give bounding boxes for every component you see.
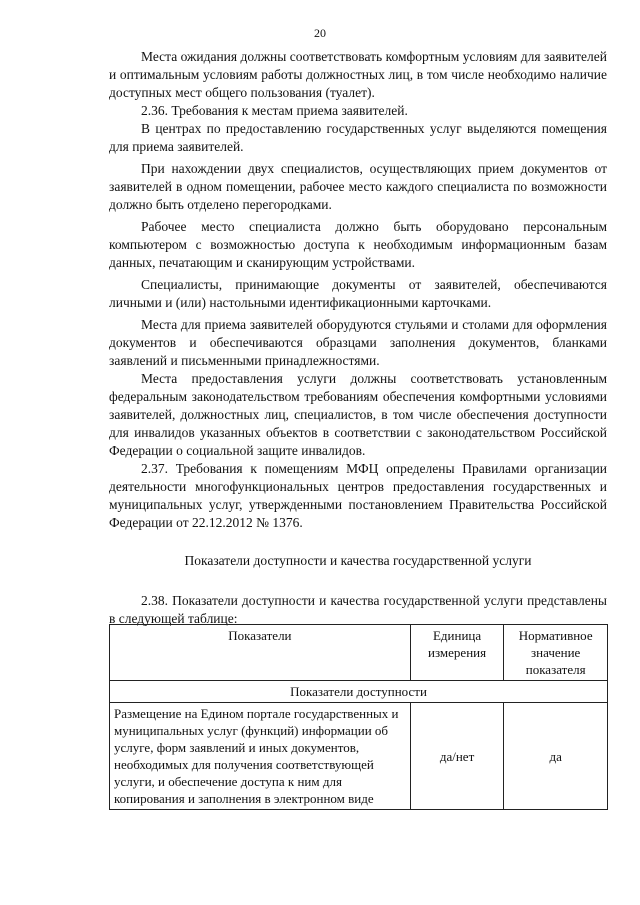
group-title-availability: Показатели доступности — [110, 681, 608, 703]
table-header-row — [110, 625, 608, 681]
paragraph: В центрах по предоставлению государственных услуг выделяются помещения для приема заявителей. — [109, 121, 607, 154]
column-header-indicators: Показатели — [110, 625, 411, 681]
paragraph: Рабочее место специалиста должно быть оборудовано персональным компьютером с возможностью доступа к необходимым информационным базам данных, печатающим и сканирующим устройствами. — [109, 219, 607, 270]
paragraph: 2.37. Требования к помещениям МФЦ определены Правилами организации деятельности многофункциональных центров предоставления государственных и муниципальных услуг, утвержденными постановлением Правительства Российской Федерации от 22.12.2012 № 1376. — [109, 461, 607, 530]
table-group-row — [110, 681, 608, 703]
document-body — [109, 48, 607, 628]
paragraph: Специалисты, принимающие документы от заявителей, обеспечиваются личными и (или) настольными идентификационными карточками. — [109, 277, 607, 310]
paragraph: При нахождении двух специалистов, осуществляющих прием документов от заявителей в одном помещении, рабочее место каждого специалиста по возможности должно быть отделено перегородками. — [109, 161, 607, 212]
cell-indicator: Размещение на Едином портале государственных и муниципальных услуг (функций) информации об услуге, форм заявлений и иных документов, необходимых для получения соответствующей услуги, и обеспечение доступа к ним для копирования и заполнения в электронном виде — [110, 703, 411, 810]
paragraph: Места для приема заявителей оборудуются стульями и столами для оформления документов и обеспечиваются образцами заполнения документов, бланками заявлений и письменными принадлежностями. — [109, 317, 607, 368]
page-number: 20 — [314, 26, 326, 40]
indicators-table — [109, 624, 608, 810]
column-header-unit: Единица измерения — [410, 625, 504, 681]
paragraph: Места предоставления услуги должны соответствовать установленным федеральным законодательством требованиям обеспечения комфортными условиями заявителей, должностных лиц, специалистов, в том числе обеспечения доступности для инвалидов указанных объектов в соответствии с законодательством Российской Федерации о социальной защите инвалидов. — [109, 371, 607, 458]
paragraph: Места ожидания должны соответствовать комфортным условиям для заявителей и оптимальным условиям работы должностных лиц, в том числе необходимо наличие доступных мест общего пользования (туалет). — [109, 49, 607, 100]
section-title: Показатели доступности и качества государственной услуги — [184, 553, 532, 568]
cell-unit: да/нет — [410, 703, 504, 810]
table-intro: 2.38. Показатели доступности и качества государственной услуги представлены в следующей таблице: — [109, 593, 607, 626]
table-row — [110, 703, 608, 810]
column-header-normative-value: Нормативное значение показателя — [504, 625, 608, 681]
cell-value: да — [504, 703, 608, 810]
paragraph: 2.36. Требования к местам приема заявителей. — [141, 103, 408, 118]
